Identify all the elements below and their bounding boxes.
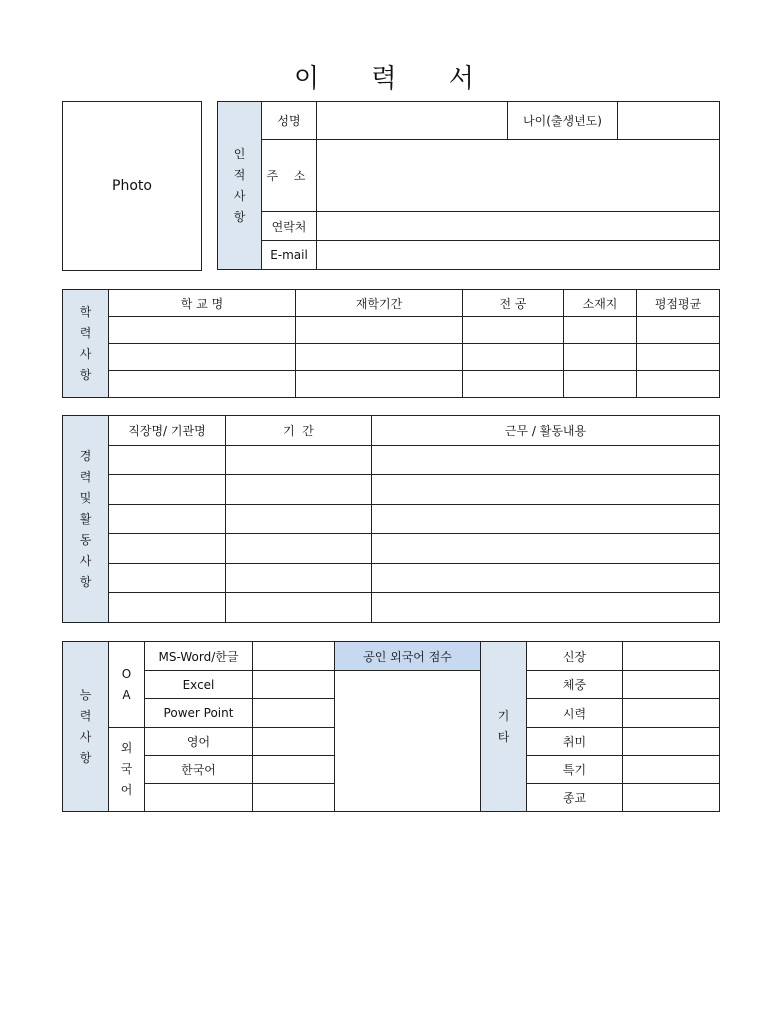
age-label: 나이(출생년도) <box>508 102 618 140</box>
lang-value-korean[interactable] <box>253 756 335 784</box>
table-row <box>63 534 720 564</box>
etc-item-vision: 시력 <box>527 699 623 728</box>
education-header-major: 전 공 <box>463 290 564 317</box>
oa-value-excel[interactable] <box>253 671 335 699</box>
oa-item-word: MS-Word/한글 <box>145 642 253 671</box>
photo-box <box>62 101 202 271</box>
career-table <box>62 415 720 623</box>
etc-value-height[interactable] <box>623 642 720 671</box>
etc-value-hobby[interactable] <box>623 728 720 756</box>
career-header-org: 직장명/ 기관명 <box>109 416 226 446</box>
oa-label: O A <box>109 642 145 728</box>
email-field[interactable] <box>317 241 720 270</box>
etc-item-height: 신장 <box>527 642 623 671</box>
table-row <box>63 371 720 398</box>
oa-value-ppt[interactable] <box>253 699 335 728</box>
cert-score-header: 공인 외국어 점수 <box>335 642 481 671</box>
lang-value-english[interactable] <box>253 728 335 756</box>
cert-score-field[interactable] <box>335 671 481 812</box>
address-label: 주 소 <box>262 140 317 212</box>
name-field[interactable] <box>317 102 508 140</box>
address-field[interactable] <box>317 140 720 212</box>
table-row <box>63 344 720 371</box>
education-header-school: 학 교 명 <box>109 290 296 317</box>
lang-item-korean: 한국어 <box>145 756 253 784</box>
etc-value-skill[interactable] <box>623 756 720 784</box>
etc-value-weight[interactable] <box>623 671 720 699</box>
lang-item-english: 영어 <box>145 728 253 756</box>
etc-value-religion[interactable] <box>623 784 720 812</box>
table-row <box>63 317 720 344</box>
ability-table <box>62 641 720 812</box>
education-section-label: 학 력 사 항 <box>63 290 109 398</box>
table-row <box>63 446 720 475</box>
etc-item-skill: 특기 <box>527 756 623 784</box>
personal-info-table <box>217 101 720 270</box>
page-title: 이 력 서 <box>294 64 496 94</box>
lang-value-blank[interactable] <box>253 784 335 812</box>
etc-item-hobby: 취미 <box>527 728 623 756</box>
photo-label: Photo <box>112 178 152 194</box>
table-row <box>63 593 720 623</box>
table-row <box>63 505 720 534</box>
oa-item-ppt: Power Point <box>145 699 253 728</box>
contact-label: 연락처 <box>262 212 317 241</box>
etc-value-vision[interactable] <box>623 699 720 728</box>
table-row <box>63 564 720 593</box>
career-section-label: 경 력 및 활 동 사 항 <box>63 416 109 623</box>
ability-section-label: 능 력 사 항 <box>63 642 109 812</box>
education-header-location: 소재지 <box>564 290 637 317</box>
oa-value-word[interactable] <box>253 642 335 671</box>
education-table <box>62 289 720 398</box>
education-header-gpa: 평점평균 <box>637 290 720 317</box>
age-field[interactable] <box>618 102 720 140</box>
lang-item-blank[interactable] <box>145 784 253 812</box>
education-header-period: 재학기간 <box>296 290 463 317</box>
table-row <box>63 475 720 505</box>
language-label: 외 국 어 <box>109 728 145 812</box>
etc-item-weight: 체중 <box>527 671 623 699</box>
email-label: E-mail <box>262 241 317 270</box>
oa-item-excel: Excel <box>145 671 253 699</box>
name-label: 성명 <box>262 102 317 140</box>
etc-item-religion: 종교 <box>527 784 623 812</box>
etc-section-label: 기 타 <box>481 642 527 812</box>
personal-section-label: 인 적 사 항 <box>218 102 262 270</box>
career-header-period: 기 간 <box>226 416 372 446</box>
contact-field[interactable] <box>317 212 720 241</box>
career-header-content: 근무 / 활동내용 <box>372 416 720 446</box>
